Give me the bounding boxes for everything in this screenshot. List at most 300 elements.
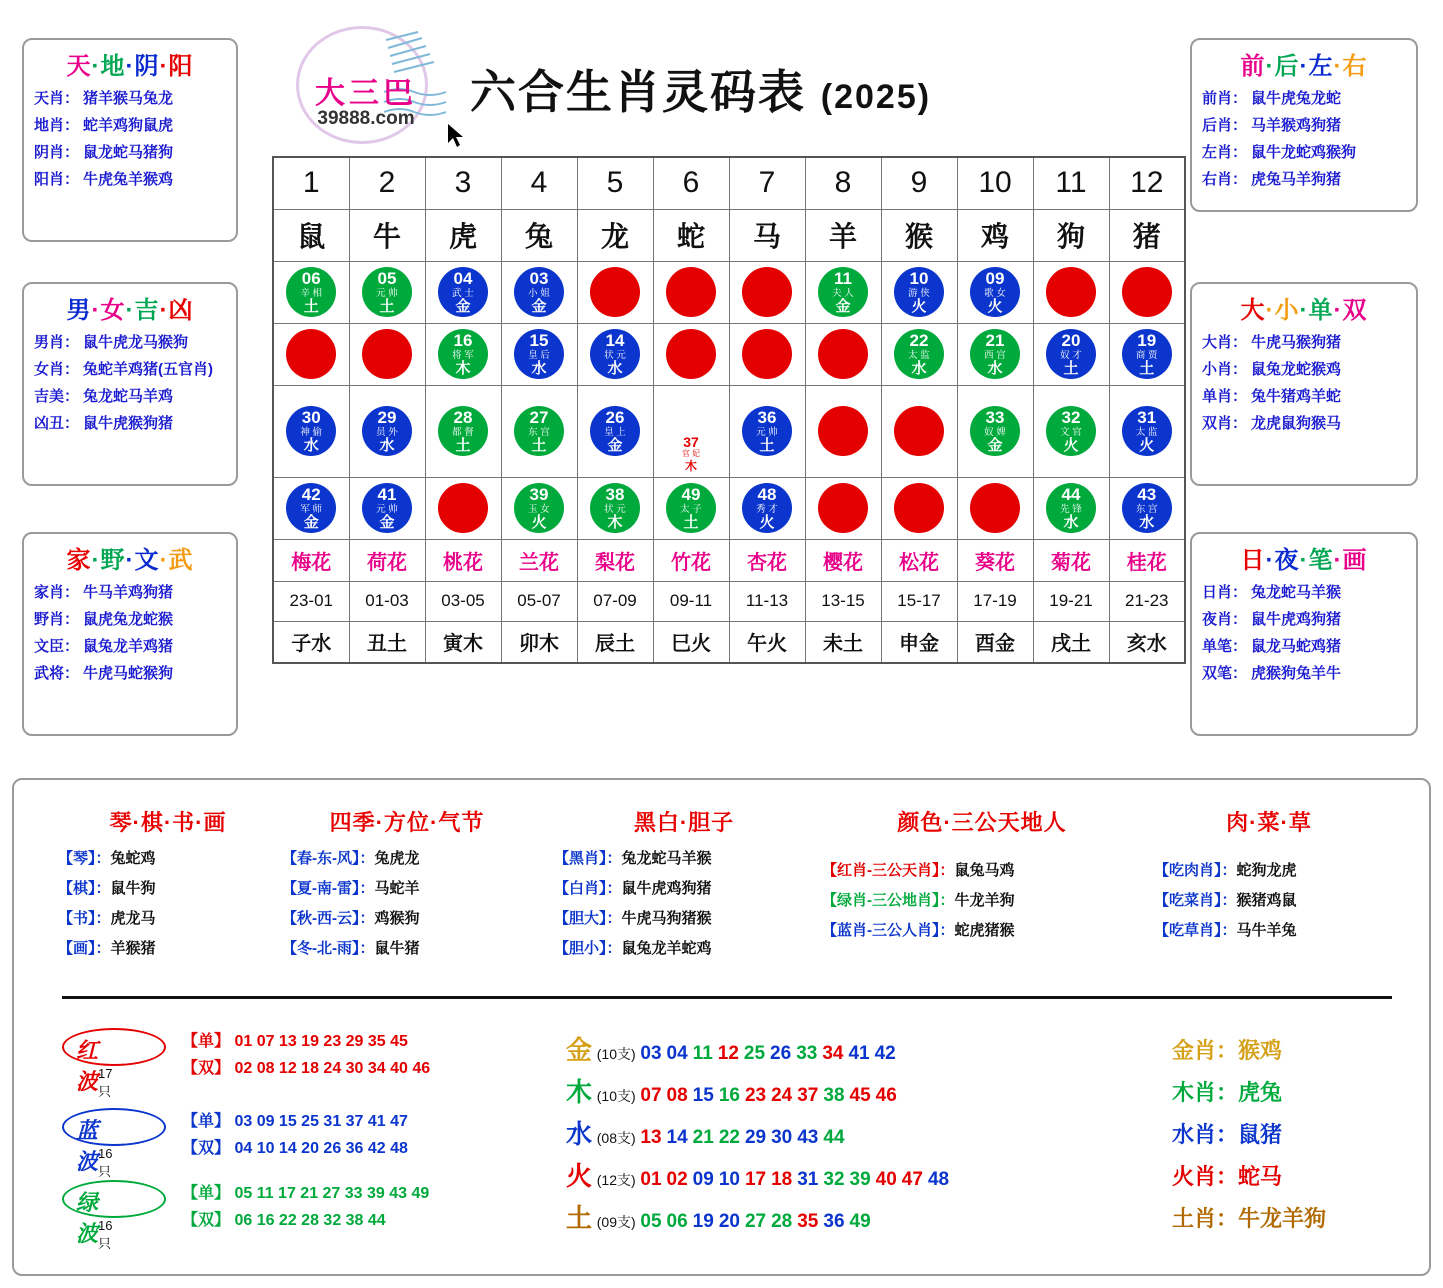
ball-label: 文 官 — [1060, 427, 1082, 438]
cell-ball — [729, 385, 805, 477]
col-number: 4 — [501, 157, 577, 209]
reference-key: 【夏-南-雷】： — [282, 880, 375, 897]
reference-key: 【胆小】： — [554, 940, 622, 957]
panel-line: 单肖： 兔牛猪鸡羊蛇 — [1202, 388, 1342, 405]
element-count: (12支) — [596, 1172, 636, 1188]
ball-element: 金 — [607, 437, 623, 454]
table-row-balls — [273, 385, 1185, 477]
reference-line — [1154, 919, 1384, 940]
ball-element: 水 — [1139, 514, 1155, 531]
reference-value: 鼠牛猪 — [374, 940, 420, 957]
ball-number: 25 — [683, 392, 699, 408]
element-row — [566, 1072, 902, 1109]
code-ball[interactable] — [894, 267, 944, 317]
wave-count: 17只 — [98, 1066, 113, 1099]
panel-nan-nv-ji-xiong — [22, 282, 238, 486]
ball-label: 玉 女 — [528, 504, 550, 515]
ball-number: 32 — [1061, 408, 1081, 427]
cell-ball — [501, 385, 577, 477]
reference-key: 【琴】： — [58, 850, 111, 867]
cell-ball — [881, 385, 957, 477]
code-ball[interactable] — [362, 406, 412, 456]
reference-value: 马牛羊兔 — [1236, 922, 1297, 939]
ball-label: 辛 相 — [300, 288, 323, 299]
code-ball[interactable] — [438, 406, 488, 456]
col-zodiac: 虎 — [425, 209, 501, 261]
cell-flower: 松花 — [881, 539, 957, 581]
ball-label: 太 监 — [908, 350, 930, 361]
cell-ball — [1033, 323, 1109, 385]
ball-number: 45 — [985, 485, 1005, 504]
bottom-col-title: 黑白·胆子 — [633, 810, 735, 835]
reference-line — [554, 847, 814, 868]
element-count: (08支) — [596, 1130, 636, 1146]
ball-number: 27 — [529, 408, 549, 427]
col-number: 10 — [957, 157, 1033, 209]
element-number: 38 — [823, 1085, 845, 1106]
ball-label: 状 元 — [604, 504, 626, 515]
cell-ball — [577, 261, 653, 323]
element-zodiac-key: 金肖： — [1172, 1038, 1239, 1063]
cell-ball — [805, 385, 881, 477]
col-number: 8 — [805, 157, 881, 209]
element-number: 04 — [666, 1043, 688, 1064]
cell-flower: 荷花 — [349, 539, 425, 581]
element-number: 06 — [666, 1211, 688, 1232]
cell-ball — [1109, 261, 1185, 323]
ball-label: 美 女 — [681, 407, 701, 416]
ball-number: 26 — [605, 408, 625, 427]
panel-qian-hou-zuo-you — [1190, 38, 1418, 212]
ball-label: 东 宫 — [1135, 288, 1158, 299]
cell-range: 19-21 — [1033, 581, 1109, 621]
ball-label: 寇 王 — [908, 504, 930, 515]
cell-element: 卯木 — [501, 621, 577, 663]
page-title — [470, 56, 931, 122]
element-zodiac-row — [1172, 1076, 1282, 1107]
cell-ball — [1033, 261, 1109, 323]
ball-number: 20 — [1061, 331, 1081, 350]
element-number: 02 — [666, 1169, 688, 1190]
element-zodiac-value: 猴鸡 — [1238, 1038, 1283, 1063]
element-number: 43 — [797, 1127, 819, 1148]
ball-number: 40 — [453, 485, 473, 504]
panel-line: 双笔： 虎猴狗兔羊牛 — [1202, 665, 1342, 682]
code-ball[interactable] — [286, 329, 336, 379]
code-ball[interactable] — [666, 329, 716, 379]
code-ball[interactable] — [590, 406, 640, 456]
ball-label: 都 督 — [452, 427, 474, 438]
code-ball[interactable] — [818, 267, 868, 317]
ball-label: 太 子 — [680, 504, 702, 515]
ball-number: 22 — [909, 331, 929, 350]
code-ball[interactable] — [818, 406, 868, 456]
panel-line: 单笔： 鼠龙马蛇鸡猪 — [1202, 638, 1342, 655]
table-row-balls — [273, 261, 1185, 323]
reference-key: 【画】： — [58, 940, 111, 957]
reference-value: 蛇狗龙虎 — [1236, 862, 1297, 879]
code-ball[interactable] — [666, 483, 716, 533]
panel-line: 阳肖： 牛虎兔羊猴鸡 — [34, 171, 174, 188]
panel-title: 大·小·单·双 — [1240, 297, 1368, 324]
reference-key: 【红肖-三公天肖】： — [822, 862, 955, 879]
table-row-balls — [273, 323, 1185, 385]
code-ball[interactable] — [742, 483, 792, 533]
ball-element: 水 — [987, 360, 1003, 377]
zodiac-code-table — [272, 156, 1186, 664]
code-ball[interactable] — [514, 329, 564, 379]
cell-flower: 竹花 — [653, 539, 729, 581]
ball-label: 元 帅 — [756, 427, 778, 438]
reference-key: 【胆大】： — [554, 910, 622, 927]
ball-element: 水 — [1063, 514, 1079, 531]
panel-line: 小肖： 鼠兔龙蛇猴鸡 — [1202, 361, 1342, 378]
cell-element: 丑土 — [349, 621, 425, 663]
code-ball[interactable] — [438, 267, 488, 317]
ball-number: 18 — [301, 331, 321, 350]
code-ball[interactable] — [742, 406, 792, 456]
cell-ball — [273, 261, 349, 323]
cell-ball — [957, 323, 1033, 385]
reference-line — [554, 937, 814, 958]
code-ball[interactable] — [970, 329, 1020, 379]
ball-element: 水 — [379, 437, 395, 454]
code-ball[interactable] — [742, 267, 792, 317]
element-number: 19 — [692, 1211, 714, 1232]
ball-number: 24 — [757, 331, 777, 350]
code-ball[interactable] — [970, 406, 1020, 456]
bottom-col-qinqishuhua — [58, 806, 278, 967]
bottom-col-title: 琴·棋·书·画 — [109, 810, 227, 835]
ball-label: 土 兵 — [832, 427, 854, 438]
reference-value: 鼠牛虎鸡狗猪 — [621, 880, 712, 897]
ball-label: 大 王 — [452, 504, 474, 515]
code-ball[interactable] — [1122, 483, 1172, 533]
ball-element: 木 — [1063, 298, 1079, 315]
element-numbers — [640, 1086, 901, 1105]
table-row-elements — [273, 621, 1185, 663]
ball-number: 42 — [301, 485, 321, 504]
code-ball[interactable] — [1122, 267, 1172, 317]
wave-count: 16只 — [98, 1146, 113, 1179]
ball-number: 01 — [681, 269, 701, 288]
code-ball[interactable] — [590, 267, 640, 317]
ball-element: 水 — [607, 360, 623, 377]
ball-number: 09 — [985, 269, 1005, 288]
cell-range: 13-15 — [805, 581, 881, 621]
code-ball[interactable] — [438, 329, 488, 379]
reference-line — [58, 907, 278, 928]
cell-ball — [729, 477, 805, 539]
ball-label: 奴 才 — [1060, 350, 1082, 361]
element-numbers — [640, 1212, 875, 1231]
cell-flower: 桂花 — [1109, 539, 1185, 581]
ball-number: 14 — [605, 331, 625, 350]
ball-element: 木 — [683, 360, 699, 377]
code-ball[interactable] — [514, 267, 564, 317]
reference-line — [822, 859, 1142, 880]
reference-key: 【绿肖-三公地肖】： — [822, 892, 955, 909]
ball-element: 火 — [683, 298, 699, 315]
cell-ball — [957, 385, 1033, 477]
table-row-zodiacs — [273, 209, 1185, 261]
element-row — [566, 1114, 850, 1151]
site-logo — [286, 22, 456, 140]
ball-label: 太 子 — [756, 350, 778, 361]
ball-label: 贵 妃 — [984, 504, 1006, 515]
cell-flower: 菊花 — [1033, 539, 1109, 581]
panel-line: 夜肖： 鼠牛虎鸡狗猪 — [1202, 611, 1342, 628]
ball-number: 05 — [377, 269, 397, 288]
element-number: 47 — [901, 1169, 923, 1190]
reference-key: 【书】： — [58, 910, 111, 927]
ball-element: 土 — [455, 437, 471, 454]
col-zodiac: 蛇 — [653, 209, 729, 261]
ball-label: 奴 婢 — [984, 427, 1006, 438]
ball-element: 金 — [684, 417, 697, 431]
ball-element: 土 — [531, 437, 547, 454]
code-ball[interactable] — [894, 406, 944, 456]
wave-odd: 【单】 05 11 17 21 27 33 39 43 49 — [182, 1185, 430, 1202]
col-number: 3 — [425, 157, 501, 209]
ball-element: 火 — [531, 514, 547, 531]
element-zodiac-value: 蛇马 — [1238, 1164, 1283, 1189]
ball-number: 23 — [833, 331, 853, 350]
col-zodiac: 鼠 — [273, 209, 349, 261]
ball-element: 火 — [607, 298, 623, 315]
panel-jia-ye-wen-wu — [22, 532, 238, 736]
cell-ball — [577, 323, 653, 385]
panel-title: 家·野·文·武 — [66, 547, 194, 574]
element-number: 36 — [823, 1211, 845, 1232]
code-ball[interactable] — [818, 483, 868, 533]
panel-title: 前·后·左·右 — [1240, 53, 1368, 80]
code-ball[interactable] — [894, 329, 944, 379]
wave-numbers — [182, 1176, 429, 1234]
element-number: 41 — [848, 1043, 870, 1064]
code-ball[interactable] — [362, 483, 412, 533]
reference-line — [58, 937, 278, 958]
code-ball[interactable] — [1046, 406, 1096, 456]
code-ball[interactable] — [742, 329, 792, 379]
element-name: 水 — [566, 1119, 593, 1149]
element-zodiac-value: 牛龙羊狗 — [1238, 1206, 1327, 1231]
ball-element: 金 — [531, 298, 547, 315]
logo-subtext: 39888.com — [317, 108, 415, 129]
ball-element: 金 — [835, 298, 851, 315]
element-number: 40 — [875, 1169, 897, 1190]
ball-number: 48 — [757, 485, 777, 504]
cell-range: 09-11 — [653, 581, 729, 621]
code-ball[interactable] — [1122, 406, 1172, 456]
element-number: 14 — [666, 1127, 688, 1148]
ball-element: 金 — [987, 437, 1003, 454]
panel-line: 大肖： 牛虎马猴狗猪 — [1202, 334, 1342, 351]
col-number: 1 — [273, 157, 349, 209]
ball-label: 太 监 — [1135, 427, 1158, 438]
reference-value: 鼠兔龙羊蛇鸡 — [621, 940, 712, 957]
ball-number: 34 — [909, 408, 929, 427]
reference-line — [554, 877, 814, 898]
bottom-col-sijifangwei — [282, 806, 532, 967]
ball-number: 12 — [757, 269, 777, 288]
code-ball[interactable] — [514, 483, 564, 533]
ball-number: 41 — [377, 485, 397, 504]
reference-value: 鼠牛狗 — [110, 880, 156, 897]
code-ball[interactable] — [362, 329, 412, 379]
reference-line — [282, 907, 532, 928]
cell-element: 寅木 — [425, 621, 501, 663]
element-number: 33 — [796, 1043, 818, 1064]
element-number: 09 — [692, 1169, 714, 1190]
cell-element: 辰土 — [577, 621, 653, 663]
wave-odd: 【单】 03 09 15 25 31 37 41 47 — [182, 1113, 408, 1130]
col-zodiac: 猴 — [881, 209, 957, 261]
code-ball[interactable] — [894, 483, 944, 533]
ball-element: 火 — [987, 298, 1003, 315]
table-row-ranges — [273, 581, 1185, 621]
code-ball[interactable] — [970, 483, 1020, 533]
reference-value: 牛虎马狗猪猴 — [621, 910, 712, 927]
ball-label: 元 帅 — [376, 504, 398, 515]
cell-range: 05-07 — [501, 581, 577, 621]
panel-line: 凶丑： 鼠牛虎猴狗猪 — [34, 415, 174, 432]
element-number: 48 — [927, 1169, 950, 1190]
code-ball[interactable] — [671, 390, 711, 430]
code-ball[interactable] — [818, 329, 868, 379]
code-ball[interactable] — [666, 267, 716, 317]
ball-number: 47 — [833, 485, 853, 504]
ball-number: 38 — [605, 485, 625, 504]
cell-ball — [881, 261, 957, 323]
cell-ball — [729, 261, 805, 323]
cell-range: 21-23 — [1109, 581, 1185, 621]
ball-number: 17 — [377, 331, 397, 350]
cell-element: 亥水 — [1109, 621, 1185, 663]
ball-number: 06 — [301, 269, 321, 288]
ball-label: 西 宫 — [832, 504, 854, 515]
ball-element: 火 — [1063, 437, 1079, 454]
ball-label: 皇 帝 — [604, 288, 626, 299]
cell-ball — [1109, 385, 1185, 477]
panel-line: 天肖： 猪羊猴马兔龙 — [34, 90, 174, 107]
code-ball[interactable] — [1122, 329, 1172, 379]
cell-flower: 梅花 — [273, 539, 349, 581]
cell-ball — [425, 261, 501, 323]
wave-even: 【双】 06 16 22 28 32 38 44 — [182, 1212, 386, 1229]
ball-number: 10 — [909, 269, 929, 288]
element-zodiac-row — [1172, 1034, 1282, 1065]
code-ball[interactable] — [1046, 483, 1096, 533]
panel-line: 后肖： 马羊猴鸡狗猪 — [1202, 117, 1342, 134]
panel-line: 地肖： 蛇羊鸡狗鼠虎 — [34, 117, 174, 134]
col-zodiac: 兔 — [501, 209, 577, 261]
cell-ball — [1109, 323, 1185, 385]
element-zodiac-key: 土肖： — [1172, 1206, 1239, 1231]
ball-element: 火 — [455, 514, 471, 531]
bottom-col-title: 颜色·三公天地人 — [897, 810, 1067, 835]
element-number: 46 — [875, 1085, 897, 1106]
cell-ball — [957, 477, 1033, 539]
cell-ball — [501, 323, 577, 385]
table-row-balls — [273, 477, 1185, 539]
code-ball[interactable] — [286, 483, 336, 533]
ball-label: 西 宫 — [984, 350, 1006, 361]
ball-number: 39 — [529, 485, 549, 504]
code-ball[interactable] — [1046, 267, 1096, 317]
code-ball[interactable] — [671, 432, 711, 472]
ball-number: 37 — [683, 434, 699, 450]
reference-key: 【秋-西-云】： — [282, 910, 375, 927]
ball-element: 土 — [835, 437, 851, 454]
code-ball[interactable] — [590, 329, 640, 379]
ball-label: 小 姐 — [528, 288, 550, 299]
code-ball[interactable] — [286, 267, 336, 317]
col-zodiac: 羊 — [805, 209, 881, 261]
panel-da-xiao-dan-shuang — [1190, 282, 1418, 486]
element-zodiac-row — [1172, 1118, 1282, 1149]
logo-text: 大三巴 — [315, 77, 417, 110]
element-number: 26 — [770, 1043, 792, 1064]
element-zodiac-value: 虎兔 — [1238, 1080, 1283, 1105]
code-ball[interactable] — [590, 483, 640, 533]
reference-key: 【棋】： — [58, 880, 111, 897]
panel-line: 左肖： 鼠牛龙蛇鸡猴狗 — [1202, 144, 1357, 161]
ball-label: 官 妃 — [681, 449, 701, 458]
element-number: 16 — [718, 1085, 740, 1106]
ball-label: 秀 才 — [756, 504, 778, 515]
reference-line — [58, 847, 278, 868]
col-number: 11 — [1033, 157, 1109, 209]
ball-element: 木 — [987, 514, 1003, 531]
ball-label: 东 宫 — [528, 427, 550, 438]
element-zodiac-row — [1172, 1202, 1326, 1233]
code-ball[interactable] — [438, 483, 488, 533]
code-ball[interactable] — [1046, 329, 1096, 379]
element-number: 42 — [874, 1043, 896, 1064]
wave-numbers — [182, 1104, 408, 1162]
ball-element: 木 — [455, 360, 471, 377]
cell-range: 17-19 — [957, 581, 1033, 621]
ball-element: 火 — [379, 360, 395, 377]
wave-even: 【双】 02 08 12 18 24 30 34 40 46 — [182, 1060, 431, 1077]
element-number: 11 — [692, 1043, 713, 1064]
ball-label: 神 偷 — [300, 427, 323, 438]
cell-flower: 桃花 — [425, 539, 501, 581]
ball-element: 土 — [1139, 360, 1155, 377]
cell-ball — [805, 261, 881, 323]
col-number: 6 — [653, 157, 729, 209]
wave-name: 蓝波 — [76, 1118, 99, 1174]
ball-label: 逆 贼 — [300, 350, 323, 361]
cell-ball — [957, 261, 1033, 323]
ball-element: 金 — [303, 514, 319, 531]
reference-key: 【吃肉肖】： — [1154, 862, 1237, 879]
panel-title: 日·夜·笔·画 — [1240, 547, 1368, 574]
element-number: 30 — [771, 1127, 793, 1148]
element-name: 土 — [566, 1203, 593, 1233]
ball-element: 火 — [835, 514, 851, 531]
code-ball[interactable] — [286, 406, 336, 456]
ball-label: 辛 相 — [908, 427, 930, 438]
code-ball[interactable] — [514, 406, 564, 456]
code-ball[interactable] — [362, 267, 412, 317]
ball-element: 木 — [759, 360, 775, 377]
cell-ball — [349, 261, 425, 323]
cell-flower: 葵花 — [957, 539, 1033, 581]
divider — [62, 996, 1392, 999]
code-ball[interactable] — [970, 267, 1020, 317]
